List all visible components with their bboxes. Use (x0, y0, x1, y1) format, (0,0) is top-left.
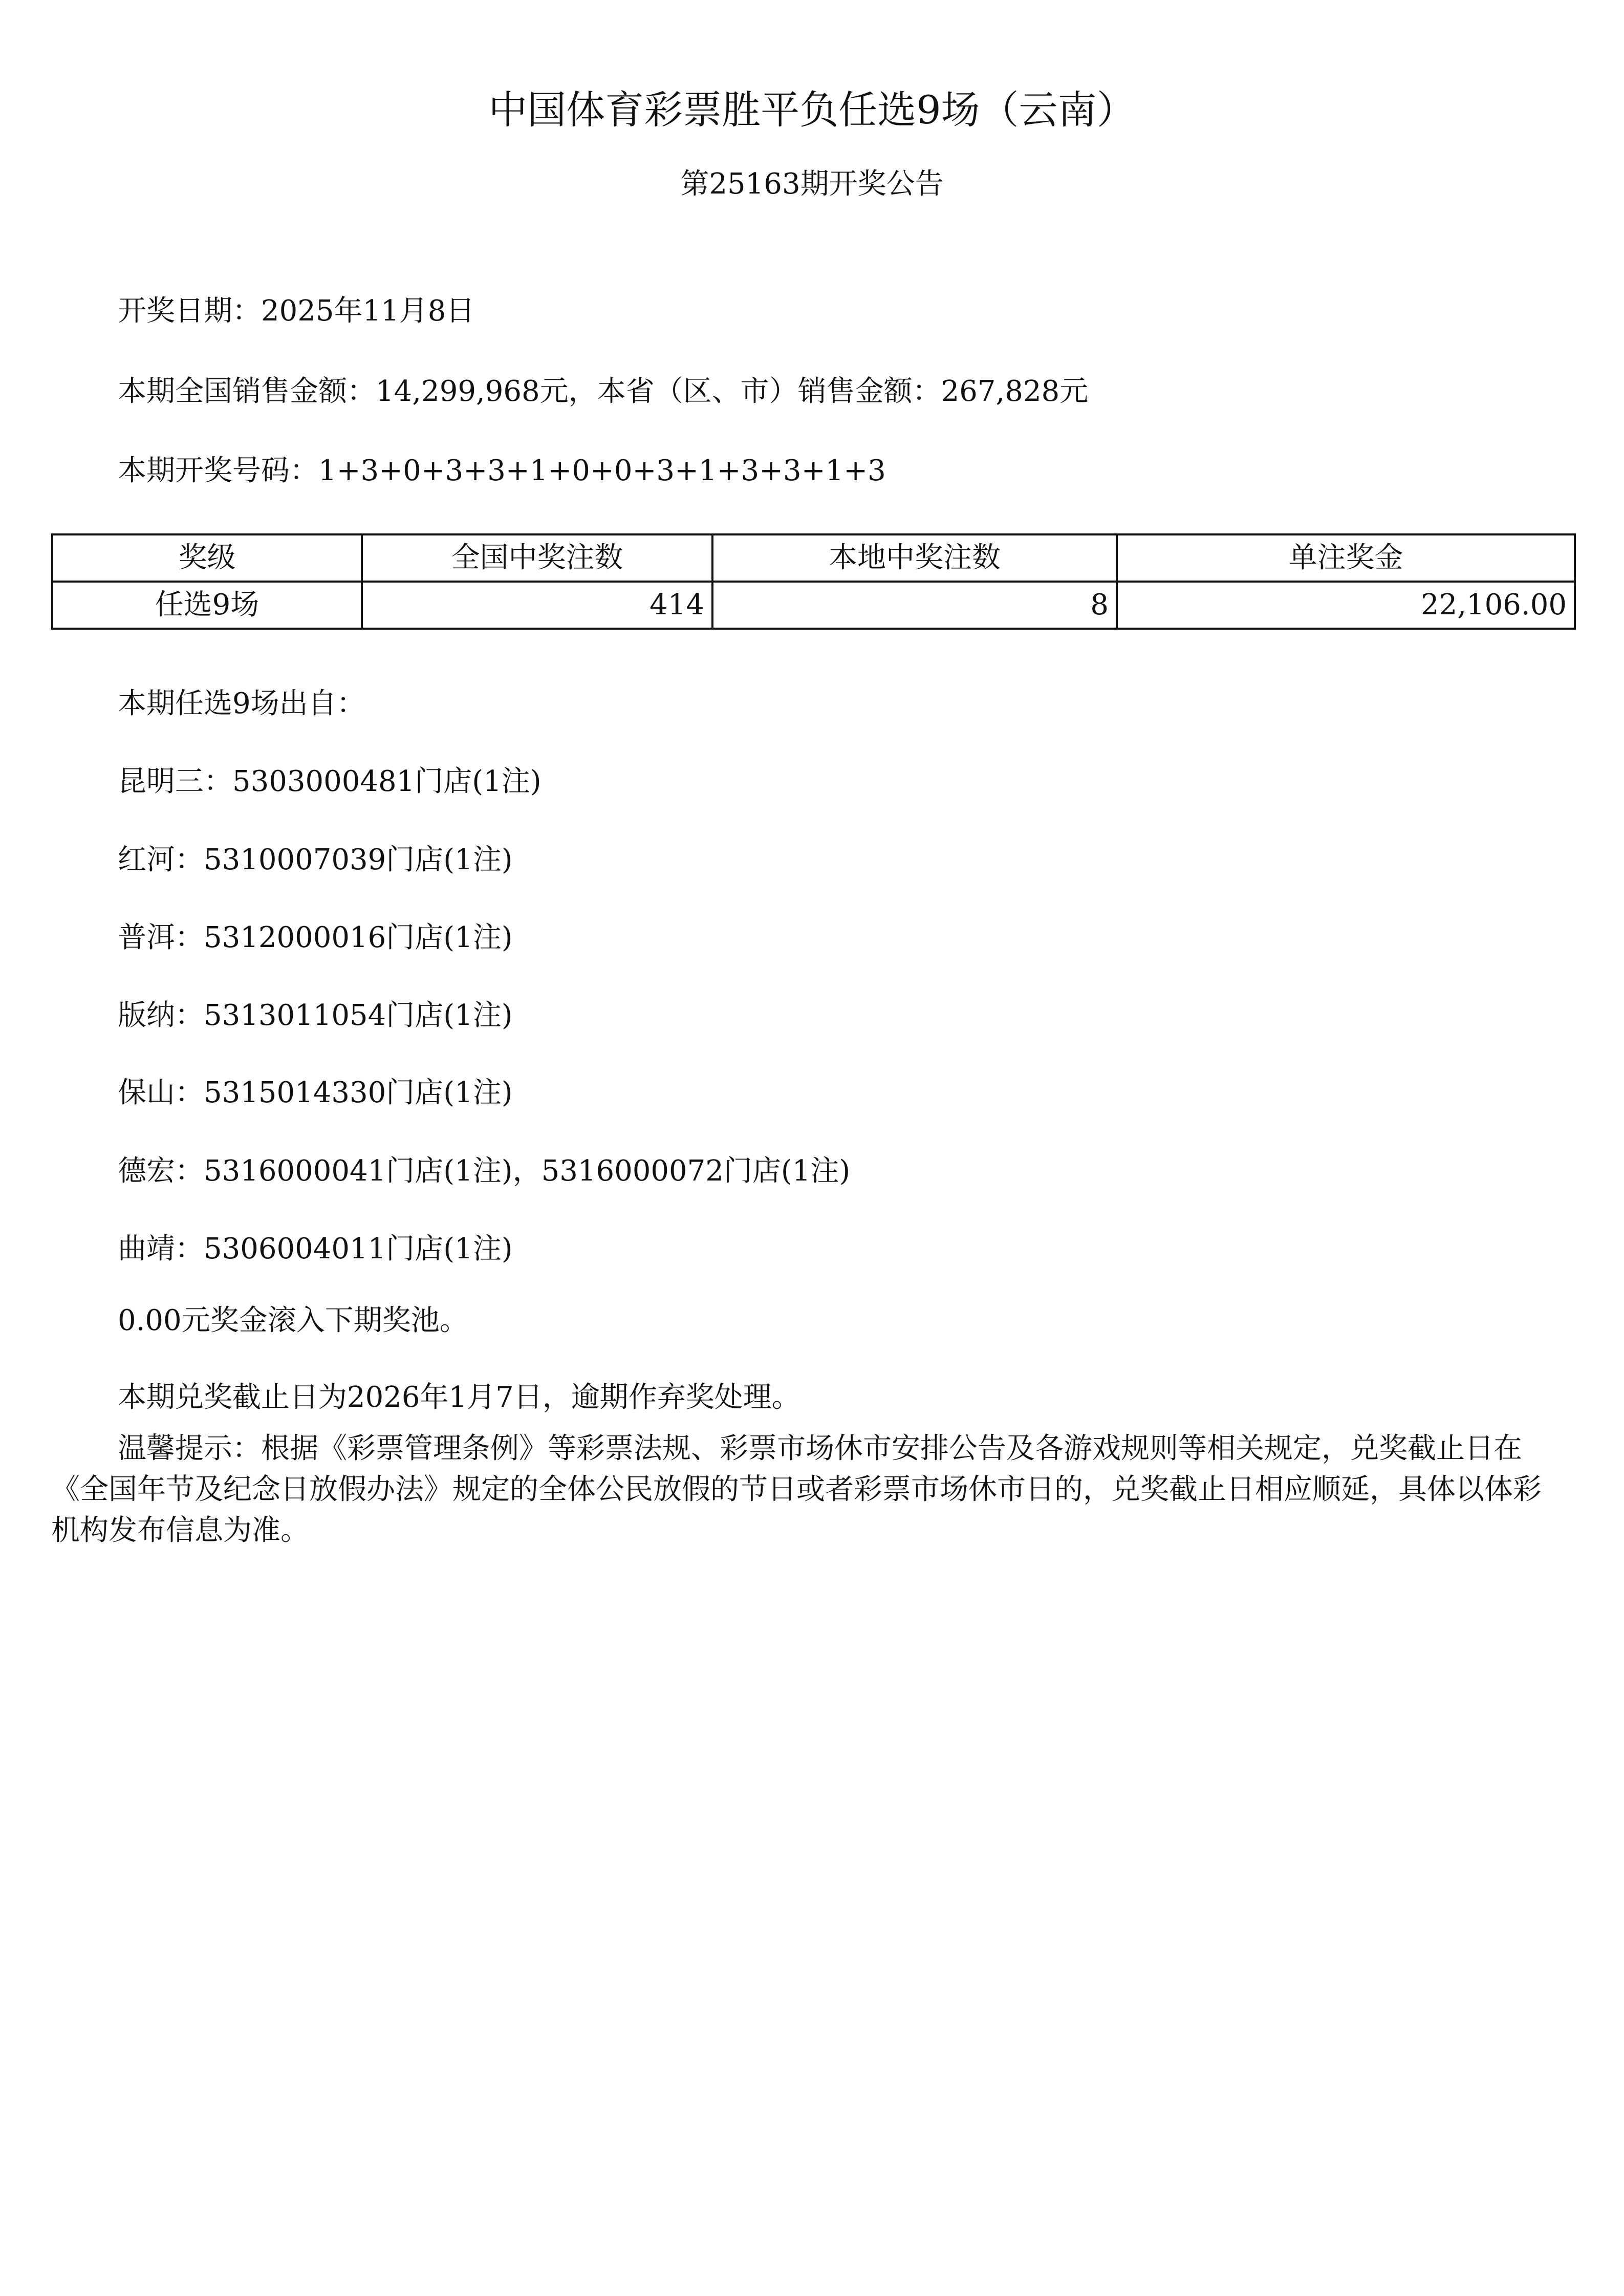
page-title: 中国体育彩票胜平负任选9场（云南） (488, 87, 1136, 133)
list-item: 红河：5310007039门店(1注) (118, 843, 513, 876)
cell-national-winners: 414 (362, 582, 712, 629)
list-item: 普洱：5312000016门店(1注) (118, 921, 513, 954)
issue-subtitle: 第25163期开奖公告 (680, 167, 944, 201)
winning-numbers: 本期开奖号码：1+3+0+3+3+1+0+0+3+1+3+3+1+3 (118, 454, 886, 487)
list-item: 昆明三：5303000481门店(1注) (118, 765, 542, 798)
header-local-winners: 本地中奖注数 (712, 534, 1117, 582)
cell-prize-level: 任选9场 (52, 582, 362, 629)
table-row (52, 582, 1575, 629)
reminder-text: 温馨提示：根据《彩票管理条例》等彩票法规、彩票市场休市安排公告及各游戏规则等相关规定，兑奖截止日在《全国年节及纪念日放假办法》规定的全体公民放假的节日或者彩票市场休市日的，兑奖截止日相应顺延，具体以体彩机构发布信息为准。 (51, 1432, 1542, 1547)
list-item: 德宏：5316000041门店(1注)，5316000072门店(1注) (118, 1154, 851, 1188)
cell-local-winners: 8 (712, 582, 1117, 629)
deadline-note: 本期兑奖截止日为2026年1月7日，逾期作弃奖处理。 (118, 1381, 800, 1414)
draw-date: 开奖日期：2025年11月8日 (118, 294, 475, 328)
prize-table (51, 533, 1576, 630)
sales-amount: 本期全国销售金额：14,299,968元，本省（区、市）销售金额：267,828元 (118, 375, 1089, 408)
cell-prize-amount: 22,106.00 (1117, 582, 1575, 629)
winners-intro: 本期任选9场出自： (118, 687, 365, 720)
list-item: 版纳：5313011054门店(1注) (118, 999, 513, 1032)
header-national-winners: 全国中奖注数 (362, 534, 712, 582)
header-prize-amount: 单注奖金 (1117, 534, 1575, 582)
table-header-row (52, 534, 1575, 582)
list-item: 曲靖：5306004011门店(1注) (118, 1232, 513, 1265)
list-item: 保山：5315014330门店(1注) (118, 1076, 513, 1109)
header-prize-level: 奖级 (52, 534, 362, 582)
rollover-note: 0.00元奖金滚入下期奖池。 (118, 1304, 468, 1337)
reminder-paragraph (51, 1428, 1551, 1551)
